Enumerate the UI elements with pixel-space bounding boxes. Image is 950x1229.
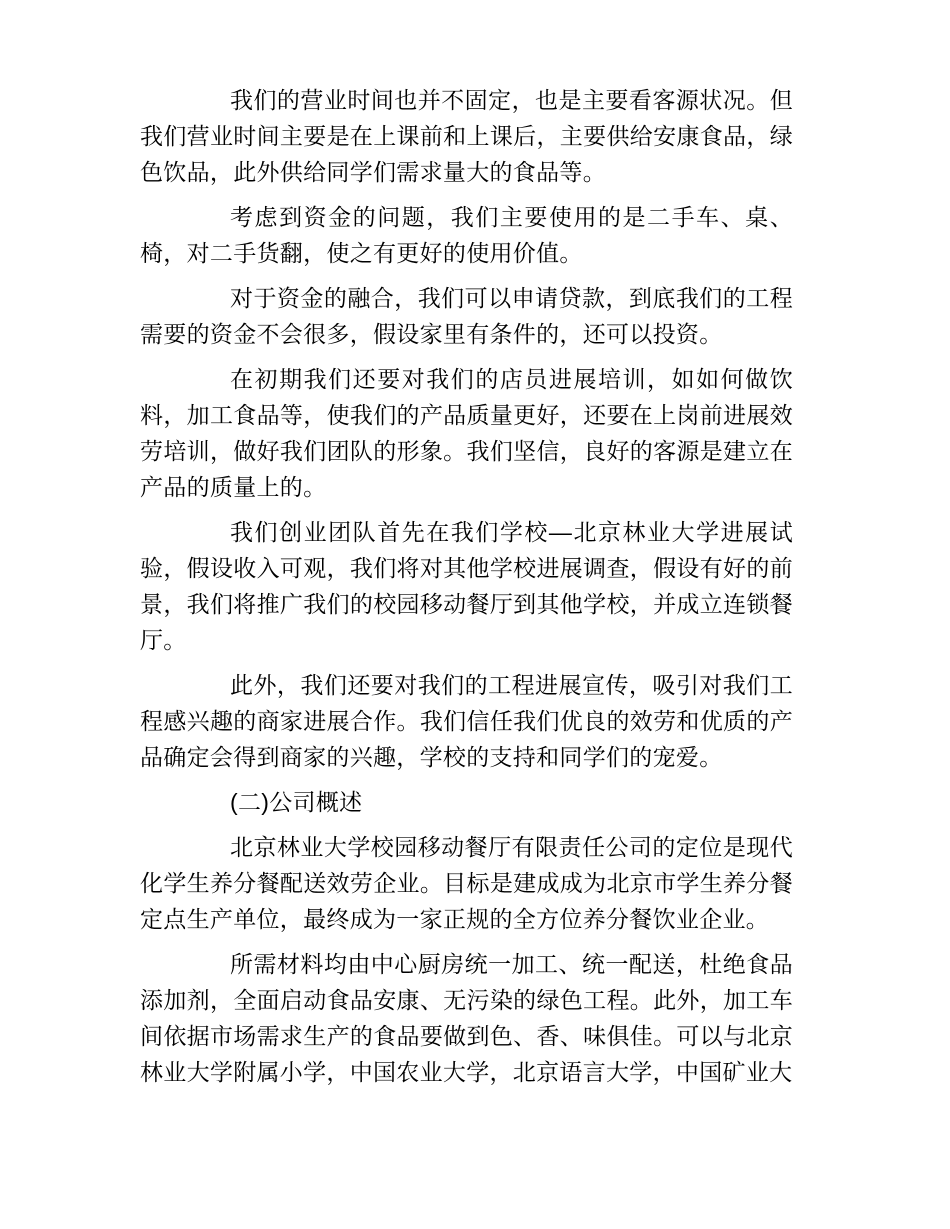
section-heading-company-overview: (二)公司概述 <box>230 789 363 815</box>
paragraph-expansion-plan: 我们创业团队首先在我们学校—北京林业大学进展试验，假设收入可观，我们将对其他学校进展调查，假设有好的前景，我们将推广我们的校园移动餐厅到其他学校，并成立连锁餐厅。 <box>140 519 793 653</box>
paragraph-staff-training: 在初期我们还要对我们的店员进展培训，如如何做饮料，加工食品等，使我们的产品质量更好，还要在上岗前进展效劳培训，做好我们团队的形象。我们坚信，良好的客源是建立在产品的质量上的。 <box>140 366 793 500</box>
paragraph-central-kitchen: 所需材料均由中心厨房统一加工、统一配送，杜绝食品添加剂，全面启动食品安康、无污染的绿色工程。此外，加工车间依据市场需求生产的食品要做到色、香、味俱佳。可以与北京林业大学附属小学，中国农业大学，北京语言大学，中国矿业大 <box>140 951 793 1085</box>
paragraph-funding: 对于资金的融合，我们可以申请贷款，到底我们的工程需要的资金不会很多，假设家里有条件的，还可以投资。 <box>140 285 793 347</box>
paragraph-company-positioning: 北京林业大学校园移动餐厅有限责任公司的定位是现代化学生养分餐配送效劳企业。目标是建成成为北京市学生养分餐定点生产单位，最终成为一家正规的全方位养分餐饮业企业。 <box>140 834 793 932</box>
paragraph-business-hours: 我们的营业时间也并不固定，也是主要看客源状况。但我们营业时间主要是在上课前和上课后，主要供给安康食品，绿色饮品，此外供给同学们需求量大的食品等。 <box>140 87 793 185</box>
document-content <box>140 82 793 1099</box>
paragraph-promotion: 此外，我们还要对我们的工程进展宣传，吸引对我们工程感兴趣的商家进展合作。我们信任我们优良的效劳和优质的产品确定会得到商家的兴趣，学校的支持和同学们的宠爱。 <box>140 672 793 770</box>
paragraph-secondhand-equipment: 考虑到资金的问题，我们主要使用的是二手车、桌、椅，对二手货翻，使之有更好的使用价值。 <box>140 204 793 266</box>
